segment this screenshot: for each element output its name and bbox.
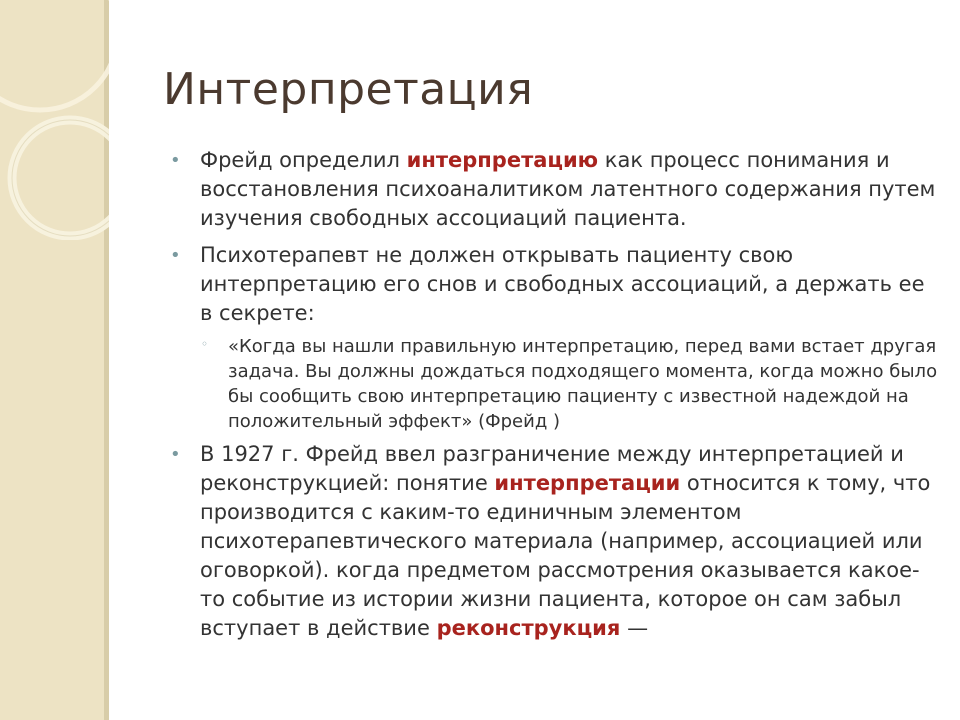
bullet-2-text: Психотерапевт не должен открывать пациенту свою интерпретацию его снов и свободных ассоциаций, а держать ее в секрете:	[200, 243, 925, 325]
sub-bullet-circle-icon: ◦	[201, 337, 209, 351]
bullet-item-1	[168, 146, 938, 233]
bullet-icon: •	[170, 245, 181, 266]
bullet-3-highlight: интерпретации	[494, 471, 681, 495]
bullet-3-text-middle: относится к тому, что производится с каким-то единичным элементом психотерапевтического материала (например, ассоциацией или оговоркой). когда предметом рассмотрения оказывается какое-то событие из истории жизни пациента, которое он сам забыл вступает в действие	[200, 471, 931, 640]
bullet-icon: •	[170, 444, 181, 465]
bullet-icon: •	[170, 150, 181, 171]
bullet-3-text-end: —	[620, 616, 649, 640]
bullet-3-highlight-2: реконструкция	[436, 616, 621, 640]
slide-content	[168, 146, 938, 651]
bullet-1-text-start: Фрейд определил	[200, 148, 407, 172]
bullet-1-text-end: как процесс понимания и восстановления психоаналитиком латентного содержания путем изучения свободных ассоциаций пациента.	[200, 148, 936, 230]
sub-bullet-quote	[168, 334, 938, 434]
bullet-item-2	[168, 241, 938, 328]
sub-bullet-quote-text: «Когда вы нашли правильную интерпретацию, перед вами встает другая задача. Вы должны дождаться подходящего момента, когда можно было бы сообщить свою интерпретацию пациенту с известной надеждой на положительный эффект» (Фрейд )	[228, 336, 938, 432]
bullet-3-text-start: В 1927 г. Фрейд ввел разграничение между интерпретацией и реконструкцией: понятие	[200, 442, 904, 495]
bullet-item-3	[168, 440, 938, 643]
slide-title: Интерпретация	[163, 64, 534, 115]
decorative-circles	[0, 0, 109, 240]
bullet-1-highlight: интерпретацию	[406, 148, 599, 172]
